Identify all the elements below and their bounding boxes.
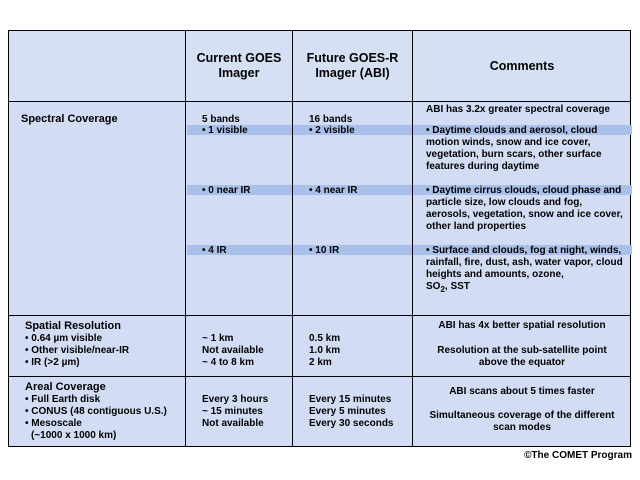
current-spatial-value: ~ 4 to 8 km	[202, 357, 254, 368]
areal-coverage-title: Areal Coverage	[25, 381, 106, 393]
future-spatial-value: 0.5 km	[309, 333, 341, 344]
spatial-item: • Other visible/near-IR	[25, 345, 130, 356]
row-divider	[9, 315, 630, 316]
areal-item: • CONUS (48 contiguous U.S.)	[25, 406, 167, 417]
current-visible-bands: • 1 visible	[202, 125, 248, 136]
future-visible-bands: • 2 visible	[309, 125, 355, 136]
spatial-comment-note: Resolution at the sub-satellite point above the equator	[437, 345, 607, 368]
future-near-ir-bands: • 4 near IR	[309, 185, 358, 196]
current-areal-value: Not available	[202, 418, 264, 429]
spatial-item: • 0.64 µm visible	[25, 333, 103, 344]
comparison-table	[8, 30, 631, 447]
ir-bands-comment	[426, 245, 626, 296]
ir-comment-so: SO	[426, 281, 441, 292]
future-spatial-value: 1.0 km	[309, 345, 341, 356]
header-current-goes: Current GOES Imager	[196, 51, 282, 80]
areal-comment-note: Simultaneous coverage of the different scan modes	[429, 410, 615, 433]
areal-item: • Mesoscale	[25, 418, 82, 429]
future-areal-value: Every 5 minutes	[309, 406, 386, 417]
current-ir-bands: • 4 IR	[202, 245, 227, 256]
areal-comment: ABI scans about 5 times faster	[449, 386, 595, 397]
ir-comment-main: • Surface and clouds, fog at night, winds, rainfall, fire, dust, ash, water vapor, cloud heights and amounts, ozone,	[426, 245, 623, 280]
ir-comment-end: , SST	[444, 281, 470, 292]
spectral-coverage-title: Spectral Coverage	[21, 113, 118, 125]
spatial-comment: ABI has 4x better spatial resolution	[438, 320, 606, 331]
header-comments: Comments	[489, 58, 555, 73]
visible-bands-comment: • Daytime clouds and aerosol, cloud motion winds, snow and ice cover, vegetation, burn scars, other surface features during daytime	[426, 125, 602, 172]
copyright-footer: ©The COMET Program	[524, 450, 632, 461]
row-divider	[9, 101, 630, 102]
current-spatial-value: ~ 1 km	[202, 333, 234, 344]
current-areal-value: ~ 15 minutes	[202, 406, 263, 417]
future-areal-value: Every 30 seconds	[309, 418, 394, 429]
header-future-goes-r: Future GOES-R Imager (ABI)	[306, 51, 399, 80]
spatial-resolution-title: Spatial Resolution	[25, 320, 121, 332]
future-bands-count: 16 bands	[309, 114, 353, 125]
current-areal-value: Every 3 hours	[202, 394, 269, 405]
row-divider	[9, 376, 630, 377]
ir-comment-subscript: 2	[440, 285, 445, 294]
spatial-item: • IR (>2 µm)	[25, 357, 80, 368]
near-ir-bands-comment: • Daytime cirrus clouds, cloud phase and particle size, low clouds and fog, aerosols, vegetation, snow and ice cover, other land properties	[426, 185, 623, 232]
current-near-ir-bands: • 0 near IR	[202, 185, 251, 196]
areal-item: • Full Earth disk	[25, 394, 101, 405]
current-bands-count: 5 bands	[202, 114, 240, 125]
areal-item: (~1000 x 1000 km)	[31, 430, 117, 441]
spectral-comment-summary: ABI has 3.2x greater spectral coverage	[426, 104, 610, 115]
current-spatial-value: Not available	[202, 345, 264, 356]
future-ir-bands: • 10 IR	[309, 245, 340, 256]
future-spatial-value: 2 km	[309, 357, 332, 368]
future-areal-value: Every 15 minutes	[309, 394, 392, 405]
